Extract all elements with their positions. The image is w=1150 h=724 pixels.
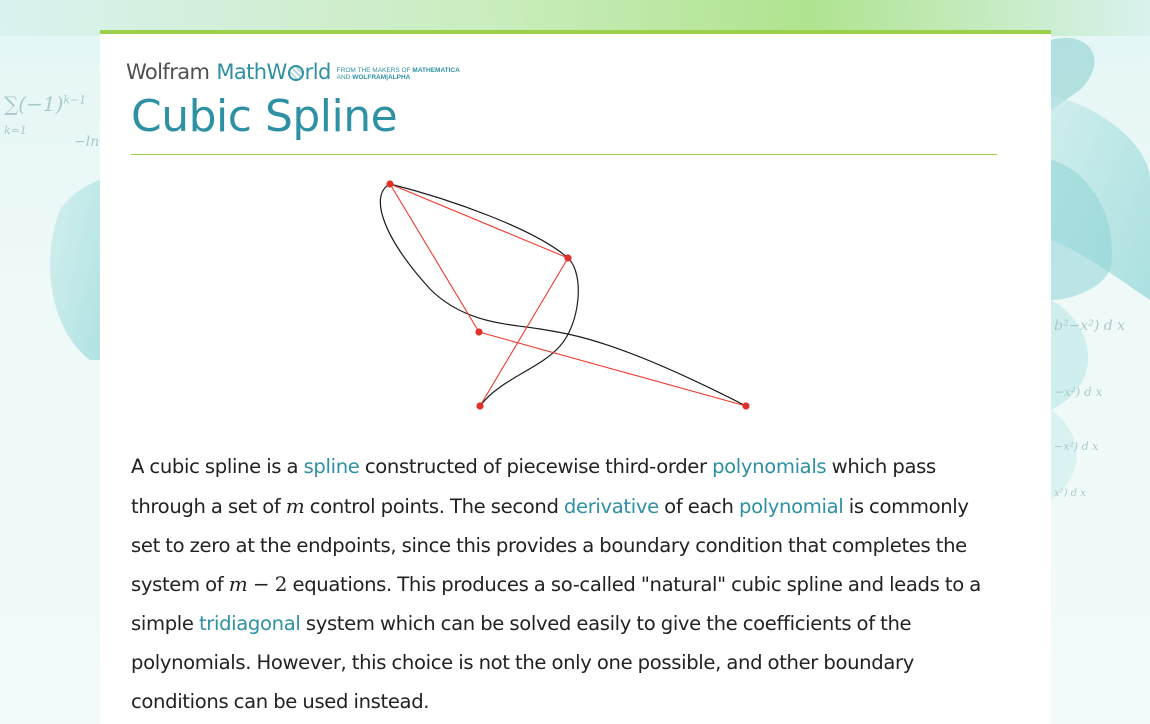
spline-curve [380, 184, 746, 406]
polygon-segment [390, 184, 479, 332]
text-segment: A cubic spline is a [131, 455, 304, 478]
polygon-segment [390, 184, 568, 258]
link-polynomials[interactable]: polynomials [712, 455, 827, 478]
background-integral-3: −x²) d x [1054, 440, 1099, 453]
cubic-spline-figure [370, 174, 790, 428]
logo-tagline[interactable] [337, 67, 460, 81]
tagline-line2-bold: WOLFRAM|ALPHA [352, 74, 411, 81]
text-segment: is commonly set to zero at the endpoints, since this provides a boundary condition that completes the system of [131, 494, 969, 597]
control-point [476, 402, 483, 409]
globe-icon [288, 65, 304, 81]
tagline-line1-bold: MATHEMATICA [412, 67, 460, 74]
polygon-segment [479, 332, 746, 406]
text-segment: which pass through a set of [131, 455, 936, 518]
math-expression-m-minus-2 [229, 572, 287, 596]
control-polygon [390, 184, 746, 406]
tagline-line1-prefix: FROM THE MAKERS OF [336, 67, 411, 74]
logo-wolfram[interactable]: Wolfram [126, 60, 210, 84]
link-derivative[interactable]: derivative [563, 494, 659, 518]
page-title: Cubic Spline [131, 91, 398, 142]
title-divider [131, 154, 997, 155]
background-integral-1: b²−x²) d x [1054, 318, 1126, 334]
math-variable-m: m [285, 493, 305, 518]
text-segment: constructed of piecewise third-order [359, 455, 713, 478]
background-ln-term: −ln [74, 134, 100, 150]
site-header [126, 58, 460, 86]
link-tridiagonal[interactable]: tridiagonal [198, 612, 301, 636]
control-point [475, 328, 482, 335]
control-points [386, 180, 749, 409]
link-spline[interactable]: spline [303, 455, 360, 478]
text-segment: of each [658, 494, 739, 518]
background-sum-index: k=1 [4, 124, 27, 137]
cubic-spline-illustration [370, 174, 790, 424]
text-segment: system which can be solved easily to give the coefficients of the polynomials. However, this choice is not the only one possible, and other boundary conditions can be used instead. [131, 612, 914, 713]
logo-mathworld-part2: rld [304, 60, 331, 84]
background-integral-4: x²) d x [1054, 488, 1086, 499]
logo-mathworld[interactable] [216, 58, 330, 86]
article-paragraph [131, 448, 1001, 722]
tagline-line2-prefix: AND [336, 74, 351, 81]
logo-mathworld-part1: MathW [216, 60, 287, 84]
control-point [742, 402, 749, 409]
math-expression-rest: − 2 [247, 572, 288, 597]
control-point [386, 180, 393, 187]
link-polynomial[interactable]: polynomial [738, 494, 844, 518]
article-card [100, 30, 1051, 724]
text-segment: equations. This produces a so-called "natural" cubic spline and leads to a simple [131, 573, 981, 636]
text-segment: control points. The second [304, 494, 564, 518]
background-integral-2: −x²) d x [1054, 385, 1103, 399]
control-point [564, 254, 571, 261]
background-sum-formula: $\sum(-1)^{k-1}$ [4, 92, 87, 116]
math-expression-variable: m [228, 572, 248, 597]
